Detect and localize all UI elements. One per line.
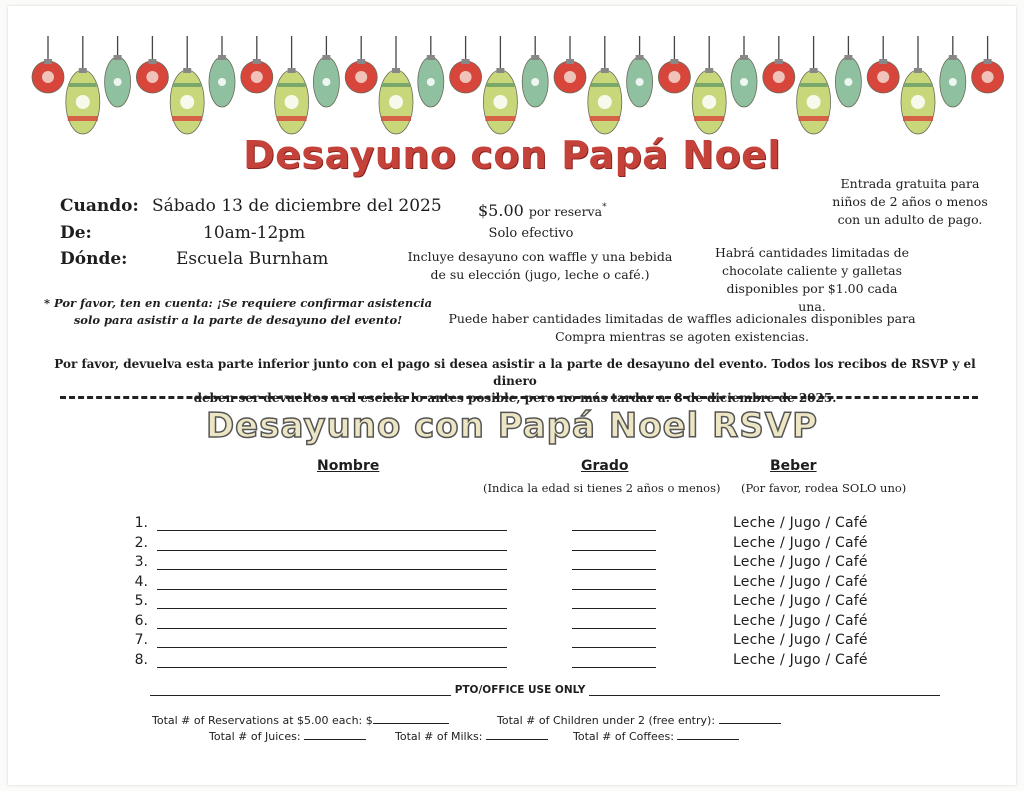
row-number: 4. bbox=[134, 573, 148, 590]
where-value: Escuela Burnham bbox=[176, 249, 329, 269]
name-blank[interactable] bbox=[157, 530, 507, 531]
name-blank[interactable] bbox=[157, 628, 507, 629]
ornament-icon bbox=[450, 36, 482, 93]
col-drink-sub: (Por favor, rodea SOLO uno) bbox=[741, 481, 907, 495]
ornament-icon bbox=[867, 36, 899, 93]
when-value: Sábado 13 de diciembre del 2025 bbox=[152, 196, 442, 216]
row-number: 5. bbox=[134, 593, 148, 609]
juices-total[interactable]: Total # of Juices: bbox=[209, 729, 366, 743]
name-blank[interactable] bbox=[157, 569, 507, 570]
ornament-icon bbox=[627, 36, 653, 107]
row-number: 1. bbox=[134, 515, 148, 531]
rsvp-required-note: * Por favor, ten en cuenta: ¡Se requiere confirmar asistencia solo para asistir a la parte de desayuno del evento! bbox=[43, 296, 433, 327]
row-number: 3. bbox=[134, 554, 148, 570]
drink-options[interactable]: Leche / Jugo / Café bbox=[733, 612, 868, 629]
ornament-icon bbox=[522, 36, 548, 107]
waffles-note: Puede haber cantidades limitadas de waffles adicionales disponibles para Compra mientras se agoten existencias. bbox=[448, 311, 916, 344]
drink-options[interactable]: Leche / Jugo / Café bbox=[733, 534, 868, 551]
ornament-icon bbox=[763, 36, 795, 93]
return-instructions: Por favor, devuelva esta parte inferior junto con el pago si desea asistir a la parte de desayuno del evento. Todos los recibos de RSVP y el dinero deben ser devueltos a al esciela lo antes posible, pero no más tardar a: 8 de diciembre de 2025. bbox=[54, 357, 976, 405]
ornament-icon bbox=[136, 36, 168, 93]
ornament-icon bbox=[241, 36, 273, 93]
ornament-icon bbox=[658, 36, 690, 93]
ornament-icon bbox=[588, 36, 622, 134]
price-line bbox=[478, 201, 607, 220]
reservations-blank[interactable] bbox=[373, 713, 449, 724]
ornament-icon bbox=[345, 36, 377, 93]
name-blank[interactable] bbox=[157, 550, 507, 551]
rsvp-row bbox=[0, 554, 1024, 574]
price-mark: * bbox=[602, 202, 607, 213]
when-label: Cuando: bbox=[60, 196, 139, 216]
drink-options[interactable]: Leche / Jugo / Café bbox=[733, 593, 868, 609]
ornament-icon bbox=[972, 36, 1004, 93]
office-label: PTO/OFFICE USE ONLY bbox=[0, 684, 1024, 696]
grade-blank[interactable] bbox=[572, 608, 656, 609]
reservations-total[interactable]: Total # of Reservations at $5.00 each: $ bbox=[152, 713, 449, 727]
rsvp-row bbox=[0, 613, 1024, 633]
ornament-icon bbox=[797, 36, 831, 134]
grade-blank[interactable] bbox=[572, 569, 656, 570]
coffees-total[interactable]: Total # of Coffees: bbox=[573, 729, 739, 743]
grade-blank[interactable] bbox=[572, 647, 656, 648]
ornament-icon bbox=[554, 36, 586, 93]
ornament-icon bbox=[66, 36, 100, 134]
ornament-icon bbox=[170, 36, 204, 134]
time-value: 10am-12pm bbox=[203, 223, 306, 243]
grade-blank[interactable] bbox=[572, 530, 656, 531]
chocolate-note: Habrá cantidades limitadas de chocolate caliente y galletas disponibles por $1.00 cada una. bbox=[714, 245, 910, 314]
ornament-icon bbox=[940, 36, 966, 107]
grade-blank[interactable] bbox=[572, 667, 656, 668]
rsvp-row bbox=[0, 593, 1024, 613]
price-includes bbox=[390, 248, 690, 284]
row-number: 7. bbox=[134, 632, 148, 648]
ornament-icon bbox=[418, 36, 444, 107]
col-grade-sub: (Indica la edad si tienes 2 años o menos) bbox=[483, 481, 721, 495]
includes-line-1: Incluye desayuno con waffle y una bebida bbox=[407, 249, 673, 264]
rsvp-row bbox=[0, 652, 1024, 672]
grade-blank[interactable] bbox=[572, 550, 656, 551]
ornament-icon bbox=[313, 36, 339, 107]
price-per: por reserva bbox=[528, 204, 603, 219]
ornament-icon bbox=[209, 36, 235, 107]
children-total[interactable]: Total # of Children under 2 (free entry): bbox=[497, 713, 781, 727]
drink-options[interactable]: Leche / Jugo / Café bbox=[733, 515, 868, 531]
col-grade-header: Grado bbox=[581, 458, 629, 474]
rsvp-title: Desayuno con Papá Noel RSVP bbox=[205, 406, 819, 446]
includes-line-2: de su elección (jugo, leche o café.) bbox=[430, 267, 650, 282]
col-name-header: Nombre bbox=[317, 458, 380, 474]
name-blank[interactable] bbox=[157, 608, 507, 609]
cash-only: Solo efectivo bbox=[488, 226, 574, 241]
ornament-icon bbox=[901, 36, 935, 134]
juices-blank[interactable] bbox=[304, 729, 366, 740]
ornament-icon bbox=[731, 36, 757, 107]
name-blank[interactable] bbox=[157, 589, 507, 590]
children-blank[interactable] bbox=[719, 713, 781, 724]
ornament-icon bbox=[379, 36, 413, 134]
ornament-garland bbox=[0, 0, 1024, 140]
cut-line bbox=[60, 396, 978, 399]
row-number: 2. bbox=[134, 534, 148, 551]
drink-options[interactable]: Leche / Jugo / Café bbox=[733, 651, 868, 668]
row-number: 8. bbox=[134, 651, 148, 668]
ornament-icon bbox=[483, 36, 517, 134]
rsvp-row bbox=[0, 632, 1024, 652]
grade-blank[interactable] bbox=[572, 589, 656, 590]
price-amount: $5.00 bbox=[478, 201, 524, 220]
ornament-icon bbox=[835, 36, 861, 107]
grade-blank[interactable] bbox=[572, 628, 656, 629]
name-blank[interactable] bbox=[157, 647, 507, 648]
ornament-icon bbox=[275, 36, 309, 134]
drink-options[interactable]: Leche / Jugo / Café bbox=[733, 573, 868, 590]
where-label: Dónde: bbox=[60, 249, 128, 269]
drink-options[interactable]: Leche / Jugo / Café bbox=[733, 632, 868, 648]
free-entry-note: Entrada gratuita para niños de 2 años o menos con un adulto de pago. bbox=[832, 176, 988, 227]
time-label: De: bbox=[60, 223, 92, 243]
ornament-icon bbox=[105, 36, 131, 107]
rsvp-row bbox=[0, 515, 1024, 535]
rsvp-row bbox=[0, 535, 1024, 555]
drink-options[interactable]: Leche / Jugo / Café bbox=[733, 554, 868, 570]
ornament-icon bbox=[32, 36, 64, 93]
name-blank[interactable] bbox=[157, 667, 507, 668]
col-drink-header: Beber bbox=[770, 458, 817, 474]
milks-blank[interactable] bbox=[486, 729, 548, 740]
coffees-blank[interactable] bbox=[677, 729, 739, 740]
page-title: Desayuno con Papá Noel bbox=[243, 133, 781, 177]
ornament-icon bbox=[692, 36, 726, 134]
rsvp-row bbox=[0, 574, 1024, 594]
milks-total[interactable]: Total # of Milks: bbox=[395, 729, 548, 743]
row-number: 6. bbox=[134, 612, 148, 629]
